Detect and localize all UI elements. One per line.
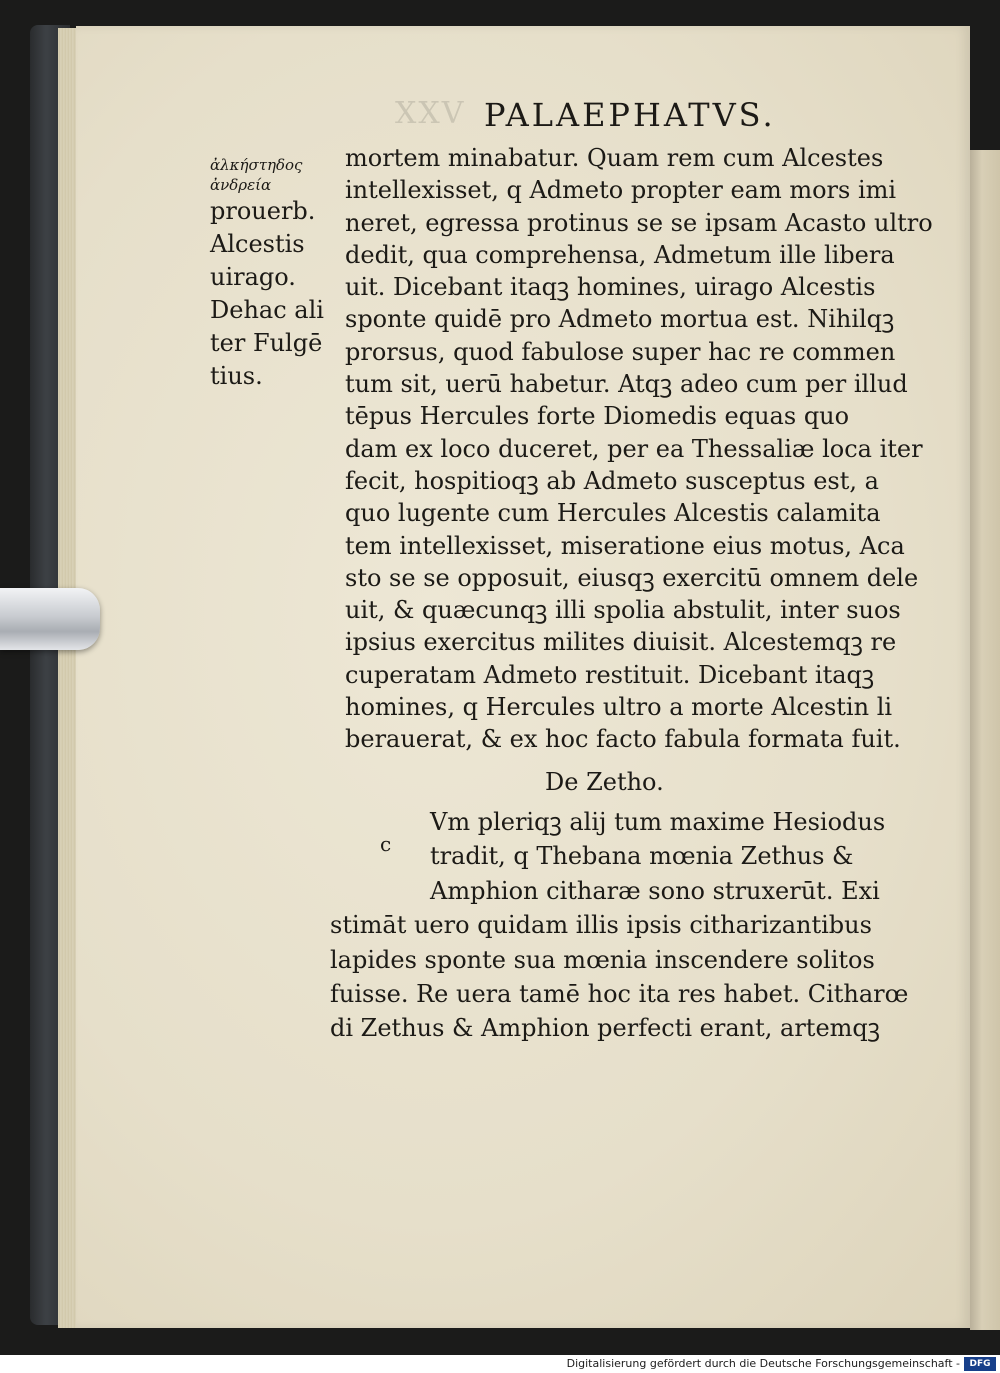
marginal-letter: c <box>380 832 392 856</box>
margin-note-6: tius. <box>210 362 263 390</box>
section-text <box>330 805 909 1046</box>
text-line: tēpus Hercules forte Diomedis equas quo <box>345 402 850 431</box>
text-line: lapides sponte sua mœnia inscendere solitos <box>330 945 875 974</box>
text-line: ipsius exercitus milites diuisit. Alcestemqꝫ re <box>345 628 897 657</box>
text-line: mortem minabatur. Quam rem cum Alcestes <box>345 144 884 172</box>
text-line: homines, q Hercules ultro a morte Alcestin li <box>345 693 893 722</box>
facing-page-edge <box>970 150 1000 1330</box>
text-line: neret, egressa protinus se se ipsam Acasto ultro <box>345 208 933 237</box>
margin-notes <box>210 155 340 393</box>
text-line: cuperatam Admeto restituit. Dicebant itaqꝫ <box>345 660 875 689</box>
running-head: PALAEPHATVS. <box>484 96 776 134</box>
text-line: di Zethus & Amphion perfecti erant, artemqꝫ <box>330 1014 881 1043</box>
text-line: uit. Dicebant itaqꝫ homines, uirago Alcestis <box>345 273 876 302</box>
margin-note-2: Alcestis <box>210 230 305 258</box>
margin-note-1: prouerb. <box>210 197 316 225</box>
text-line: sto se se opposuit, eiusqꝫ exercitū omnem dele <box>345 563 919 592</box>
margin-note-3: uirago. <box>210 263 296 291</box>
margin-note-5: ter Fulgē <box>210 329 323 357</box>
footer-bar <box>0 1355 1000 1373</box>
text-line: dam ex loco duceret, per ea Thessaliæ loca iter <box>345 434 923 463</box>
text-line: fecit, hospitioqꝫ ab Admeto susceptus est, a <box>345 466 879 495</box>
text-line: uit, & quæcunqꝫ illi spolia abstulit, inter suos <box>345 596 901 625</box>
page-clip <box>0 588 100 650</box>
text-line: fuisse. Re uera tamē hoc ita res habet. Citharœ <box>330 980 909 1009</box>
text-line: prorsus, quod fabulose super hac re commen <box>345 337 896 366</box>
greek-note-1: ἀλκήστηδος <box>210 156 303 174</box>
show-through-text: XXV <box>395 96 466 131</box>
text-line: Vm pleriqꝫ alij tum maxime Hesiodus <box>430 808 886 836</box>
text-line: sponte quidē pro Admeto mortua est. Nihilqꝫ <box>345 305 895 334</box>
greek-note-2: ἀνδρεία <box>210 176 272 194</box>
text-line: Amphion citharæ sono struxerūt. Exi <box>430 876 880 905</box>
footer-credit: Digitalisierung gefördert durch die Deutsche Forschungsgemeinschaft - <box>566 1357 960 1370</box>
dfg-logo-icon: DFG <box>964 1357 996 1371</box>
margin-note-4: Dehac ali <box>210 296 324 324</box>
main-text <box>345 142 933 756</box>
text-line: tum sit, uerū habetur. Atqꝫ adeo cum per illud <box>345 370 908 399</box>
text-line: stimāt uero quidam illis ipsis citharizantibus <box>330 911 872 940</box>
text-line: dedit, qua comprehensa, Admetum ille libera <box>345 240 895 269</box>
text-line: tradit, q Thebana mœnia Zethus & <box>430 842 854 871</box>
text-line: berauerat, & ex hoc facto fabula formata fuit. <box>345 725 901 754</box>
text-line: tem intellexisset, miseratione eius motus, Aca <box>345 531 905 560</box>
section-heading: De Zetho. <box>545 768 664 796</box>
text-line: quo lugente cum Hercules Alcestis calamita <box>345 499 881 528</box>
text-line: intellexisset, q Admeto propter eam mors imi <box>345 176 897 205</box>
